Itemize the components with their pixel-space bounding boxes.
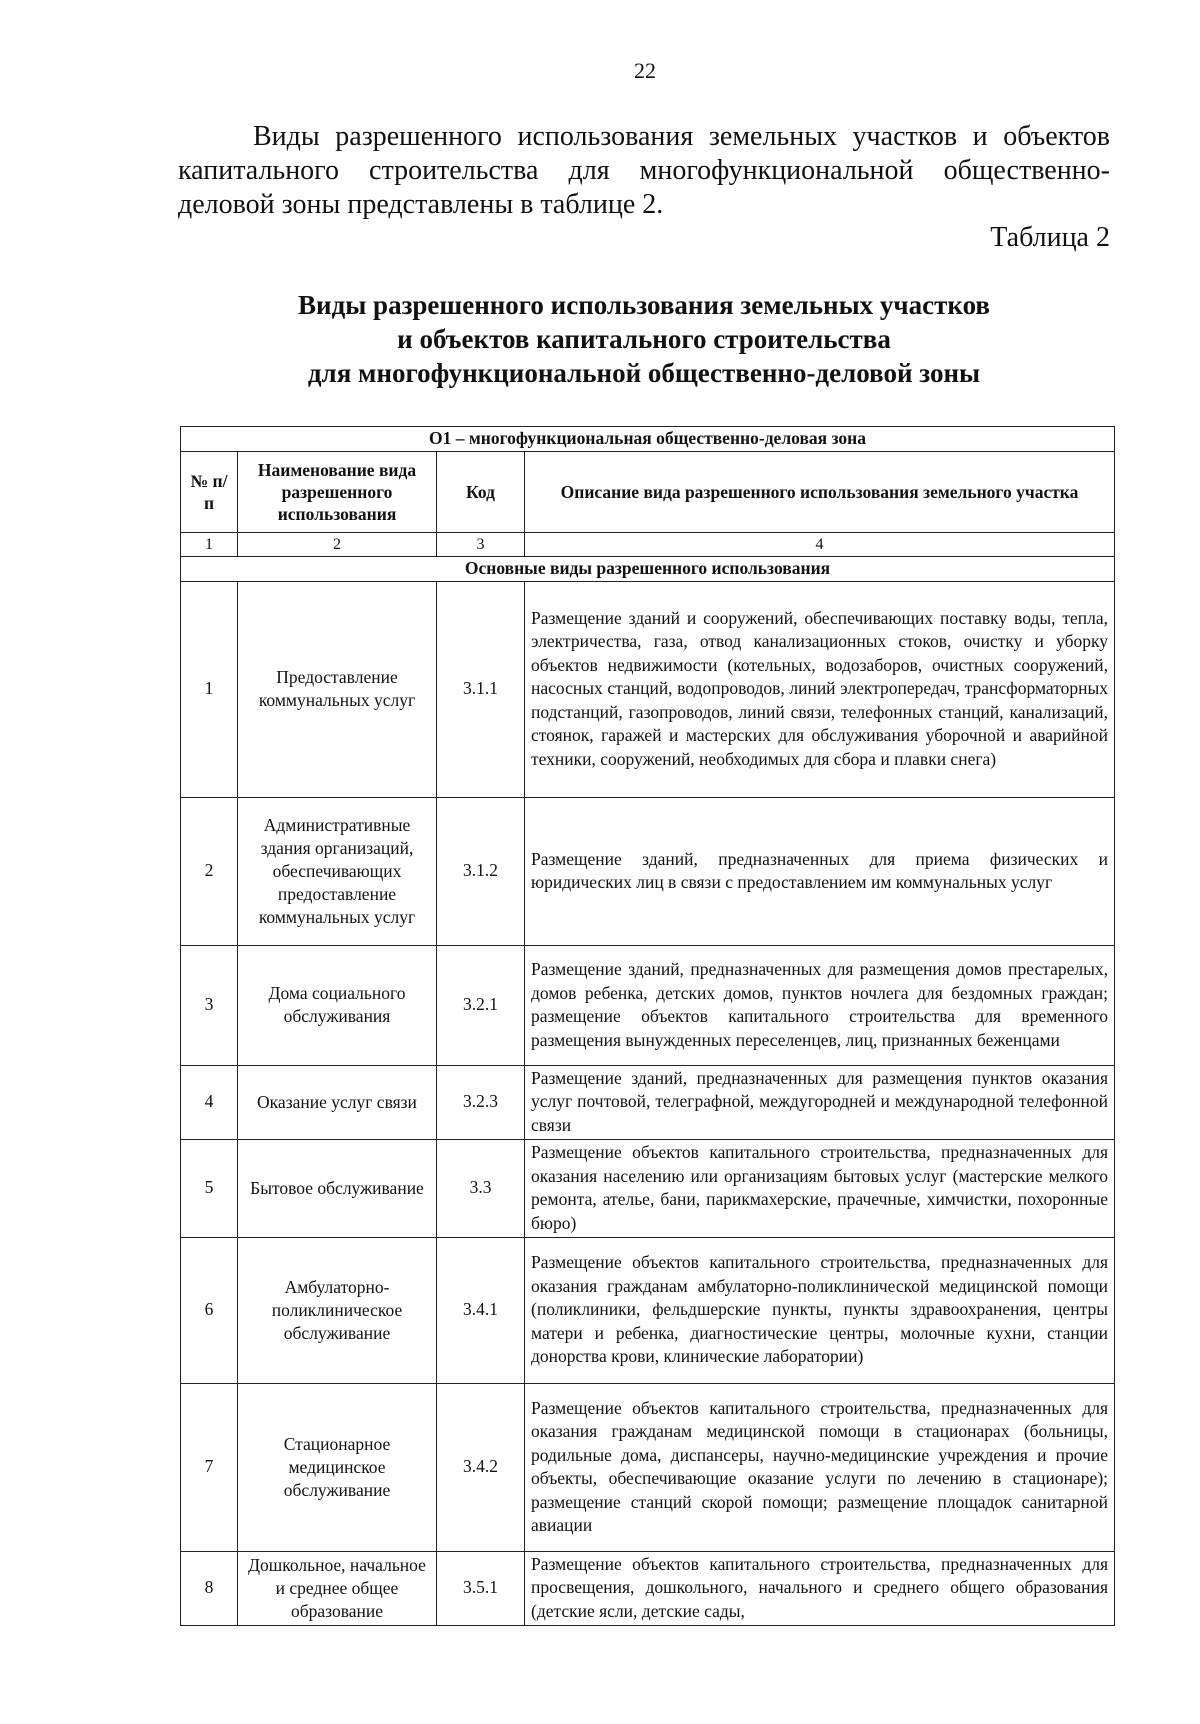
land-use-table (180, 426, 1115, 1626)
header-code: Код (437, 451, 525, 532)
header-name: Наименование вида разрешенного использования (238, 451, 437, 532)
table-row (181, 581, 1115, 797)
column-number: 1 (181, 532, 238, 557)
table-heading (178, 288, 1110, 390)
heading-line: для многофункциональной общественно-деловой зоны (307, 358, 981, 388)
row-description: Размещение объектов капитального строительства, предназначенных для просвещения, дошкольного, начального и среднего общего образования (детские ясли, детские сады, (525, 1551, 1115, 1625)
row-description: Размещение объектов капитального строительства, предназначенных для оказания гражданам амбулаторно-поликлинической медицинской помощи (поликлиники, фельдшерские пункты, пункты здравоохранения, центры матери и ребенка, диагностические центры, молочные кухни, станции донорства крови, клинические лаборатории) (525, 1237, 1115, 1383)
row-description: Размещение объектов капитального строительства, предназначенных для оказания гражданам медицинской помощи в стационарах (больницы, родильные дома, диспансеры, научно-медицинские учреждения и прочие объекты, обеспечивающие оказание услуги по лечению в стационаре); размещение станций скорой помощи; размещение площадок санитарной авиации (525, 1383, 1115, 1551)
row-number: 1 (181, 581, 238, 797)
row-number: 2 (181, 797, 238, 945)
header-row (181, 451, 1115, 532)
row-number: 4 (181, 1065, 238, 1139)
intro-paragraph: Виды разрешенного использования земельных участков и объектов капитального строительства для многофункциональной общественно-деловой зоны представлены в таблице 2. (178, 121, 1110, 220)
column-number: 2 (238, 532, 437, 557)
row-code: 3.3 (437, 1139, 525, 1237)
row-description: Размещение зданий, предназначенных для размещения пунктов оказания услуг почтовой, телеграфной, междугородней и международной телефонной связи (525, 1065, 1115, 1139)
row-name: Административные здания организаций, обеспечивающих предоставление коммунальных услуг (238, 797, 437, 945)
row-number: 6 (181, 1237, 238, 1383)
row-name: Дома социального обслуживания (238, 945, 437, 1065)
table-caption: Таблица 2 (990, 222, 1110, 253)
row-number: 7 (181, 1383, 238, 1551)
row-name: Дошкольное, начальное и среднее общее образование (238, 1551, 437, 1625)
row-description: Размещение зданий и сооружений, обеспечивающих поставку воды, тепла, электричества, газа, отвод канализационных стоков, очистку и уборку объектов недвижимости (котельных, водозаборов, очистных сооружений, насосных станций, водопроводов, линий электропередач, трансформаторных подстанций, газопроводов, линий связи, телефонных станций, канализаций, стоянок, гаражей и мастерских для обслуживания уборочной и аварийной техники, сооружений, необходимых для сбора и плавки снега) (525, 581, 1115, 797)
row-code: 3.4.1 (437, 1237, 525, 1383)
table-row (181, 797, 1115, 945)
page-number: 22 (634, 58, 656, 83)
column-number-row (181, 532, 1115, 557)
row-description: Размещение объектов капитального строительства, предназначенных для оказания населению или организациям бытовых услуг (мастерские мелкого ремонта, ателье, бани, парикмахерские, прачечные, химчистки, похоронные бюро) (525, 1139, 1115, 1237)
row-number: 8 (181, 1551, 238, 1625)
header-desc: Описание вида разрешенного использования земельного участка (525, 451, 1115, 532)
row-number: 3 (181, 945, 238, 1065)
row-name: Оказание услуг связи (238, 1065, 437, 1139)
zone-title: О1 – многофункциональная общественно-деловая зона (181, 427, 1115, 452)
row-name: Стационарное медицинское обслуживание (238, 1383, 437, 1551)
table-row (181, 945, 1115, 1065)
row-code: 3.5.1 (437, 1551, 525, 1625)
row-description: Размещение зданий, предназначенных для размещения домов престарелых, домов ребенка, детских домов, пунктов ночлега для бездомных граждан; размещение объектов капитального строительства для временного размещения вынужденных переселенцев, лиц, признанных беженцами (525, 945, 1115, 1065)
row-code: 3.2.1 (437, 945, 525, 1065)
row-name: Предоставление коммунальных услуг (238, 581, 437, 797)
row-description: Размещение зданий, предназначенных для приема физических и юридических лиц в связи с предоставлением им коммунальных услуг (525, 797, 1115, 945)
table-row (181, 1065, 1115, 1139)
row-code: 3.1.2 (437, 797, 525, 945)
heading-line: и объектов капитального строительства (397, 324, 891, 354)
zone-title-row (181, 427, 1115, 452)
table-row (181, 1139, 1115, 1237)
header-num: № п/п (181, 451, 238, 532)
table-row (181, 1237, 1115, 1383)
row-number: 5 (181, 1139, 238, 1237)
column-number: 3 (437, 532, 525, 557)
row-code: 3.1.1 (437, 581, 525, 797)
row-code: 3.4.2 (437, 1383, 525, 1551)
row-name: Амбулаторно-поликлиническое обслуживание (238, 1237, 437, 1383)
row-name: Бытовое обслуживание (238, 1139, 437, 1237)
section-title: Основные виды разрешенного использования (181, 557, 1115, 582)
table-row (181, 1551, 1115, 1625)
row-code: 3.2.3 (437, 1065, 525, 1139)
column-number: 4 (525, 532, 1115, 557)
section-row (181, 557, 1115, 582)
table-row (181, 1383, 1115, 1551)
heading-line: Виды разрешенного использования земельных участков (298, 290, 990, 320)
